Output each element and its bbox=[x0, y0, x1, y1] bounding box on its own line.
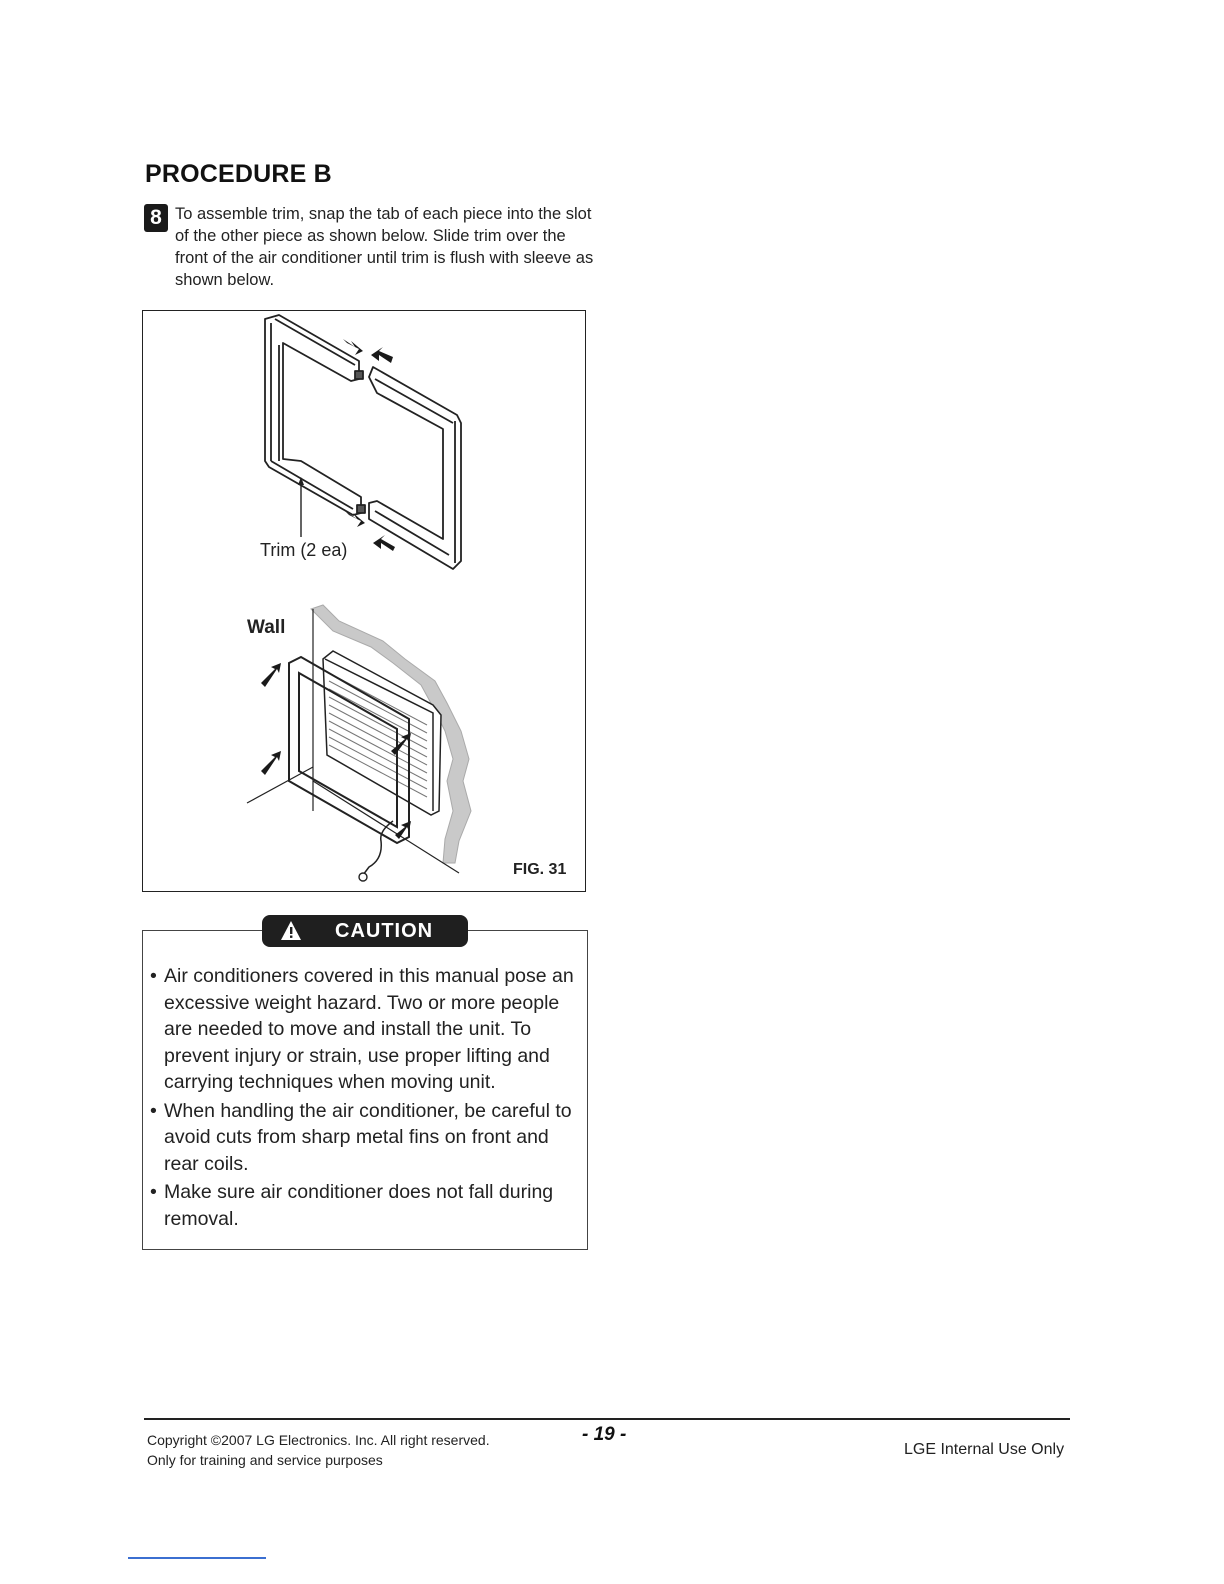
trim-label: Trim (2 ea) bbox=[260, 540, 348, 560]
caution-item: • Make sure air conditioner does not fall during removal. bbox=[150, 1179, 586, 1232]
caution-banner bbox=[262, 915, 468, 947]
footer-divider bbox=[144, 1418, 1070, 1420]
arrow-icon bbox=[261, 663, 281, 687]
warning-triangle-icon bbox=[280, 920, 302, 942]
arrow-icon bbox=[373, 535, 395, 551]
copyright-text: Copyright ©2007 LG Electronics. Inc. All right reserved. bbox=[147, 1432, 490, 1448]
arrow-icon bbox=[261, 751, 281, 775]
training-note: Only for training and service purposes bbox=[147, 1452, 383, 1468]
caution-item: • When handling the air conditioner, be careful to avoid cuts from sharp metal fins on front and rear coils. bbox=[150, 1098, 586, 1178]
step-instructions: To assemble trim, snap the tab of each piece into the slot of the other piece as shown below. Slide trim over the front of the air conditioner until trim is flush with sleeve as shown below. bbox=[175, 205, 594, 289]
figure-31 bbox=[142, 310, 586, 892]
link-underline bbox=[128, 1557, 266, 1559]
trim-piece-right bbox=[369, 367, 461, 569]
caution-label: CAUTION bbox=[335, 920, 434, 942]
page-number: - 19 - bbox=[582, 1424, 627, 1445]
internal-use-note: LGE Internal Use Only bbox=[904, 1441, 1065, 1458]
step-number-badge: 8 bbox=[144, 204, 168, 232]
caution-list bbox=[150, 963, 586, 1234]
arrow-icon bbox=[371, 347, 393, 363]
trim-assembly-illustration bbox=[143, 311, 587, 893]
figure-caption: FIG. 31 bbox=[513, 861, 567, 878]
wall-label: Wall bbox=[247, 617, 286, 638]
page-title: PROCEDURE B bbox=[145, 160, 332, 188]
caution-item: • Air conditioners covered in this manual pose an excessive weight hazard. Two or more people are needed to move and install the unit. To prevent injury or strain, use proper lifting and carrying techniques when moving unit. bbox=[150, 963, 586, 1096]
